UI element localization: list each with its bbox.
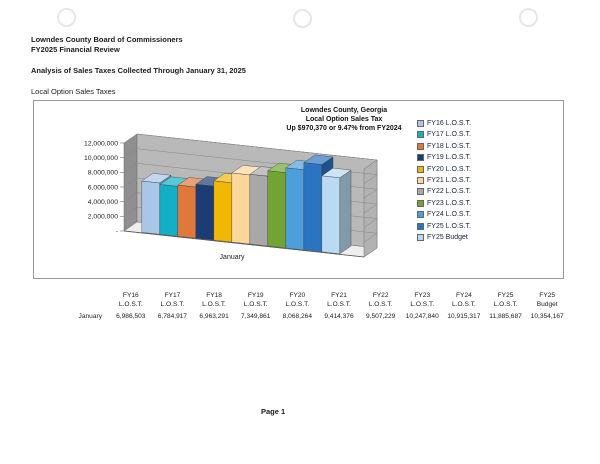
table-header-cell	[401, 292, 443, 310]
legend-color-swatch-icon	[417, 131, 424, 138]
table-header-line: FY22	[372, 292, 389, 299]
legend-item	[417, 120, 471, 127]
legend-item	[417, 223, 471, 230]
bar-fy21-l-o-s-t	[232, 173, 250, 244]
table-header-line: FY23	[414, 292, 431, 299]
table-header-line: L.O.S.T.	[202, 300, 226, 308]
bar-fy16-l-o-s-t	[142, 181, 160, 234]
chart-title: Lowndes County, Georgia	[300, 107, 388, 114]
table-header-line: FY24	[456, 292, 472, 299]
legend-color-swatch-icon	[417, 223, 424, 230]
bar-fy22-l-o-s-t	[250, 174, 268, 246]
page-number: Page 1	[261, 407, 286, 416]
legend-color-swatch-icon	[417, 143, 424, 150]
legend-label: FY24 L.O.S.T.	[427, 211, 471, 219]
table-header-cell	[235, 292, 277, 310]
table-header-cell	[193, 292, 235, 310]
table-header-line: FY16	[122, 292, 139, 299]
table-header-cell	[443, 292, 485, 310]
section-label: Local Option Sales Taxes	[31, 87, 116, 96]
table-value-cell: 9,414,376	[324, 312, 354, 320]
legend-item	[417, 177, 471, 184]
table-value-cell: 9,507,229	[365, 312, 396, 320]
y-axis-label: 4,000,000	[87, 198, 118, 206]
bar-fy19-l-o-s-t	[196, 184, 214, 240]
table-corner-cell	[60, 292, 110, 310]
legend-label: FY16 L.O.S.T.	[427, 120, 471, 127]
table-header-line: FY19	[247, 292, 264, 299]
table-value-cell: 6,986,503	[116, 312, 146, 320]
bar-fy17-l-o-s-t	[160, 185, 178, 237]
table-header-line: L.O.S.T.	[493, 300, 518, 308]
legend-item	[417, 131, 471, 138]
data-table	[60, 292, 568, 320]
binder-hole-icon	[293, 9, 312, 28]
table-header-line: Budget	[536, 300, 558, 308]
legend-label: FY20 L.O.S.T.	[427, 165, 471, 173]
legend-item	[417, 143, 471, 150]
bar-fy25-l-o-s-t	[304, 163, 322, 252]
table-row-label: January	[78, 312, 102, 320]
table-value-cell: 10,354,167	[530, 312, 564, 320]
document-title: Lowndes County Board of Commissioners	[31, 35, 183, 44]
legend-label: FY21 L.O.S.T.	[427, 176, 471, 184]
legend-label: FY25 L.O.S.T.	[427, 222, 471, 230]
legend-label: FY17 L.O.S.T.	[427, 131, 471, 139]
table-header-cell	[485, 292, 527, 310]
legend-color-swatch-icon	[417, 200, 424, 207]
bar-fy24-l-o-s-t	[286, 168, 304, 250]
table-header-line: L.O.S.T.	[410, 300, 435, 308]
y-axis-label: -	[115, 228, 118, 236]
y-axis-label: 12,000,000	[83, 140, 118, 148]
table-header-line: L.O.S.T.	[160, 300, 185, 308]
bar-side-fy25-budget	[340, 170, 351, 254]
table-header-line: L.O.S.T.	[327, 300, 351, 308]
table-header-line: L.O.S.T.	[118, 300, 143, 308]
table-header-line: FY25	[497, 292, 514, 299]
legend-color-swatch-icon	[417, 166, 424, 173]
legend-label: FY19 L.O.S.T.	[427, 154, 471, 162]
table-value-cell: 11,885,687	[489, 312, 522, 320]
table-header-line: L.O.S.T.	[368, 300, 393, 308]
table-header-row	[60, 292, 568, 310]
bar-fy23-l-o-s-t	[268, 171, 286, 248]
table-header-line: FY25	[539, 292, 556, 299]
table-header-cell	[526, 292, 568, 310]
y-axis-label: 6,000,000	[87, 184, 118, 192]
binder-hole-icon	[519, 8, 538, 27]
table-value-cell: 8,068,264	[282, 312, 313, 320]
table-header-cell	[277, 292, 319, 310]
table-header-cell	[110, 292, 152, 310]
y-axis-label: 10,000,000	[83, 154, 118, 162]
table-value-cell: 10,247,840	[405, 312, 439, 320]
table-value-cell: 6,963,291	[199, 312, 229, 320]
table-header-cell	[152, 292, 194, 310]
legend-item	[417, 211, 471, 218]
legend-label: FY25 Budget	[427, 233, 468, 241]
table-value-cell: 10,915,317	[447, 312, 481, 320]
table-header-line: L.O.S.T.	[243, 300, 268, 308]
legend-item	[417, 234, 471, 241]
bar-fy18-l-o-s-t	[178, 185, 196, 238]
x-axis-label: January	[219, 254, 245, 261]
legend-item	[417, 154, 471, 161]
legend-color-swatch-icon	[417, 188, 424, 195]
legend-label: FY18 L.O.S.T.	[427, 142, 471, 150]
table-value-cell: 7,349,861	[241, 312, 271, 320]
legend-item	[417, 166, 471, 173]
table-header-line: FY21	[331, 292, 347, 299]
binder-hole-icon	[57, 8, 76, 27]
table-header-cell	[360, 292, 402, 310]
bar-fy25-budget	[322, 176, 340, 254]
legend-color-swatch-icon	[417, 234, 424, 241]
legend-color-swatch-icon	[417, 211, 424, 218]
chart-legend	[417, 120, 471, 241]
y-axis-label: 2,000,000	[87, 213, 118, 221]
legend-label: FY22 L.O.S.T.	[427, 188, 471, 196]
chart-subtitle: Local Option Sales Tax	[305, 116, 383, 124]
y-axis-label: 8,000,000	[87, 169, 118, 177]
report-heading: Analysis of Sales Taxes Collected Through January 31, 2025	[31, 66, 246, 75]
table-value-cell: 6,784,917	[157, 312, 188, 320]
table-header-cell	[318, 292, 360, 310]
chart-panel	[33, 100, 564, 279]
document-subtitle: FY2025 Financial Review	[31, 45, 120, 54]
table-header-line: FY18	[206, 292, 222, 299]
legend-color-swatch-icon	[417, 120, 424, 127]
legend-color-swatch-icon	[417, 177, 424, 184]
bar-fy20-l-o-s-t	[214, 181, 232, 242]
table-header-line: L.O.S.T.	[285, 300, 310, 308]
legend-item	[417, 200, 471, 207]
legend-label: FY23 L.O.S.T.	[427, 199, 471, 207]
chart-annotation: Up $970,370 or 9.47% from FY2024	[286, 125, 402, 133]
table-header-line: FY20	[289, 292, 306, 299]
table-data-row	[60, 310, 568, 320]
table-header-line: FY17	[164, 292, 181, 299]
table-header-line: L.O.S.T.	[451, 300, 476, 308]
legend-color-swatch-icon	[417, 154, 424, 161]
legend-item	[417, 188, 471, 195]
